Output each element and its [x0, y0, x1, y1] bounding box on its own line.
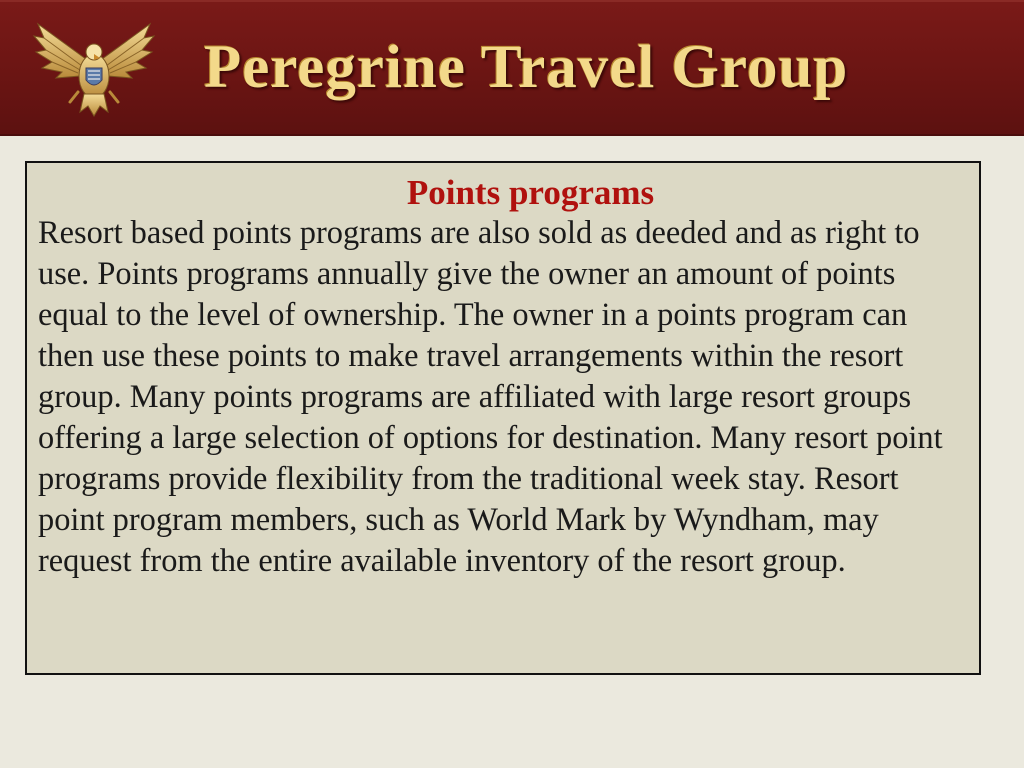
eagle-icon — [30, 18, 158, 118]
content-box — [25, 161, 981, 675]
header-banner — [0, 0, 1024, 136]
section-title: Points programs — [406, 173, 655, 212]
section-body: Resort based points programs are also sold as deeded and as right to use. Points programs annually give the owner an amount of points equal to the level of ownership. The owner in a points program can then use these points to make travel arrangements within the resort group. Many points programs are affiliated with large resort groups offering a large selection of options for destination. Many resort point programs provide flexibility from the traditional week stay. Resort point program members, such as World Mark by Wyndham, may request from the entire available inventory of the resort group. — [38, 215, 943, 579]
brand-title: Peregrine Travel Group — [204, 34, 849, 101]
